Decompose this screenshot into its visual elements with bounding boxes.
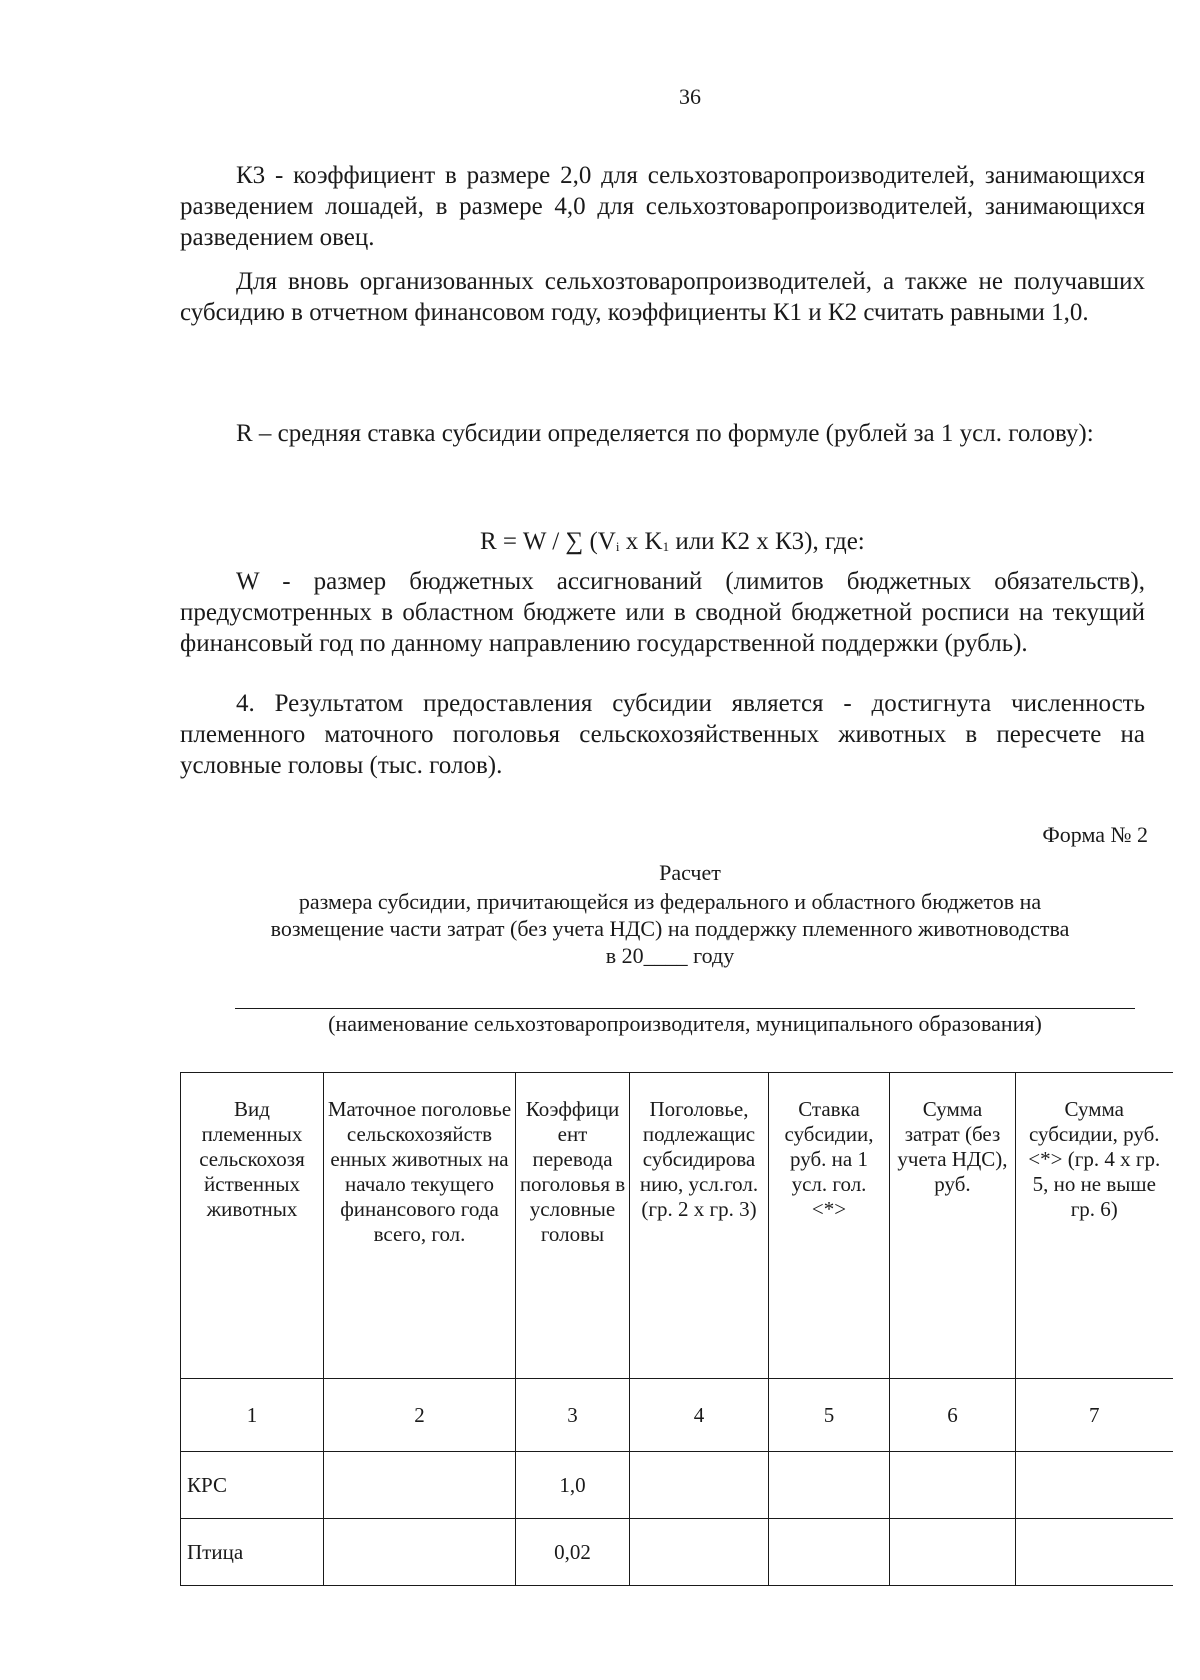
row-cell-empty bbox=[890, 1519, 1016, 1586]
row-cell-empty bbox=[1016, 1519, 1173, 1586]
paragraph-r-definition: R – средняя ставка субсидии определяется по формуле (рублей за 1 усл. голову): bbox=[236, 420, 1094, 447]
name-fill-line bbox=[235, 1008, 1135, 1009]
column-number: 1 bbox=[181, 1379, 324, 1452]
header-animal-type: Вид племенных сельскохозя йственных животных bbox=[181, 1073, 324, 1379]
row-animal-name: КРС bbox=[181, 1452, 324, 1519]
row-cell-empty bbox=[890, 1452, 1016, 1519]
column-number: 3 bbox=[516, 1379, 630, 1452]
calculation-subtitle-line-3: в 20____ году bbox=[605, 943, 735, 968]
subsidy-calculation-table bbox=[180, 1072, 1173, 1586]
formula-subscript-i: i bbox=[615, 539, 620, 554]
formula-subscript-1: 1 bbox=[662, 539, 670, 554]
column-number: 5 bbox=[769, 1379, 890, 1452]
row-cell-empty bbox=[324, 1519, 516, 1586]
row-cell-empty bbox=[630, 1452, 769, 1519]
calculation-subtitle-line-1: размера субсидии, причитающейся из федерального и областного бюджетов на bbox=[298, 889, 1042, 914]
formula-part-2: x K bbox=[619, 528, 663, 555]
subsidy-formula bbox=[480, 528, 865, 556]
name-caption: (наименование сельхозтоваропроизводителя, муниципального образования) bbox=[328, 1011, 1042, 1036]
column-number: 6 bbox=[890, 1379, 1016, 1452]
row-coefficient: 1,0 bbox=[516, 1452, 630, 1519]
row-cell-empty bbox=[630, 1519, 769, 1586]
calculation-title: Расчет bbox=[659, 860, 721, 885]
table-row bbox=[181, 1452, 1173, 1519]
header-conversion-coefficient: Коэффици ент перевода поголовья в условные головы bbox=[516, 1073, 630, 1379]
form-label: Форма № 2 bbox=[1042, 822, 1148, 847]
paragraph-result: 4. Результатом предоставления субсидии является - достигнута численность племенного маточного поголовья сельскохозяйственных животных в пересчете на условные головы (тыс. голов). bbox=[180, 690, 1145, 779]
row-cell-empty bbox=[324, 1452, 516, 1519]
calculation-subtitle bbox=[220, 888, 1120, 969]
header-subsidized-livestock: Поголовье, подлежащис субсидирова нию, усл.гол. (гр. 2 х гр. 3) bbox=[630, 1073, 769, 1379]
paragraph-new-producers: Для вновь организованных сельхозтоваропроизводителей, а также не получавших субсидию в отчетном финансовом году, коэффициенты К1 и К2 считать равными 1,0. bbox=[180, 268, 1145, 326]
formula-part-3: или К2 х К3), где: bbox=[669, 528, 865, 555]
formula-part-1: R = W / ∑ (V bbox=[480, 528, 616, 555]
table-column-numbers-row bbox=[181, 1379, 1173, 1452]
row-cell-empty bbox=[769, 1519, 890, 1586]
table-row bbox=[181, 1519, 1173, 1586]
header-subsidy-amount: Сумма субсидии, руб. <*> (гр. 4 х гр. 5, но не выше гр. 6) bbox=[1016, 1073, 1173, 1379]
row-cell-empty bbox=[1016, 1452, 1173, 1519]
header-breeding-stock: Маточное поголовье сельскохозяйств енных животных на начало текущего финансового года всего, гол. bbox=[324, 1073, 516, 1379]
row-cell-empty bbox=[769, 1452, 890, 1519]
calculation-subtitle-line-2: возмещение части затрат (без учета НДС) на поддержку племенного животноводства bbox=[270, 916, 1070, 941]
paragraph-k3-coefficient: К3 - коэффициент в размере 2,0 для сельхозтоваропроизводителей, занимающихся разведением лошадей, в размере 4,0 для сельхозтоваропроизводителей, занимающихся разведением овец. bbox=[180, 162, 1145, 251]
row-coefficient: 0,02 bbox=[516, 1519, 630, 1586]
header-subsidy-rate: Ставка субсидии, руб. на 1 усл. гол. <*> bbox=[769, 1073, 890, 1379]
page-number: 36 bbox=[679, 84, 701, 109]
header-costs-amount: Сумма затрат (без учета НДС), руб. bbox=[890, 1073, 1016, 1379]
paragraph-w-definition: W - размер бюджетных ассигнований (лимитов бюджетных обязательств), предусмотренных в областном бюджете или в сводной бюджетной росписи на текущий финансовый год по данному направлению государственной поддержки (рубль). bbox=[180, 568, 1145, 657]
column-number: 4 bbox=[630, 1379, 769, 1452]
column-number: 2 bbox=[324, 1379, 516, 1452]
column-number: 7 bbox=[1016, 1379, 1173, 1452]
table-header-row bbox=[181, 1073, 1173, 1379]
row-animal-name: Птица bbox=[181, 1519, 324, 1586]
